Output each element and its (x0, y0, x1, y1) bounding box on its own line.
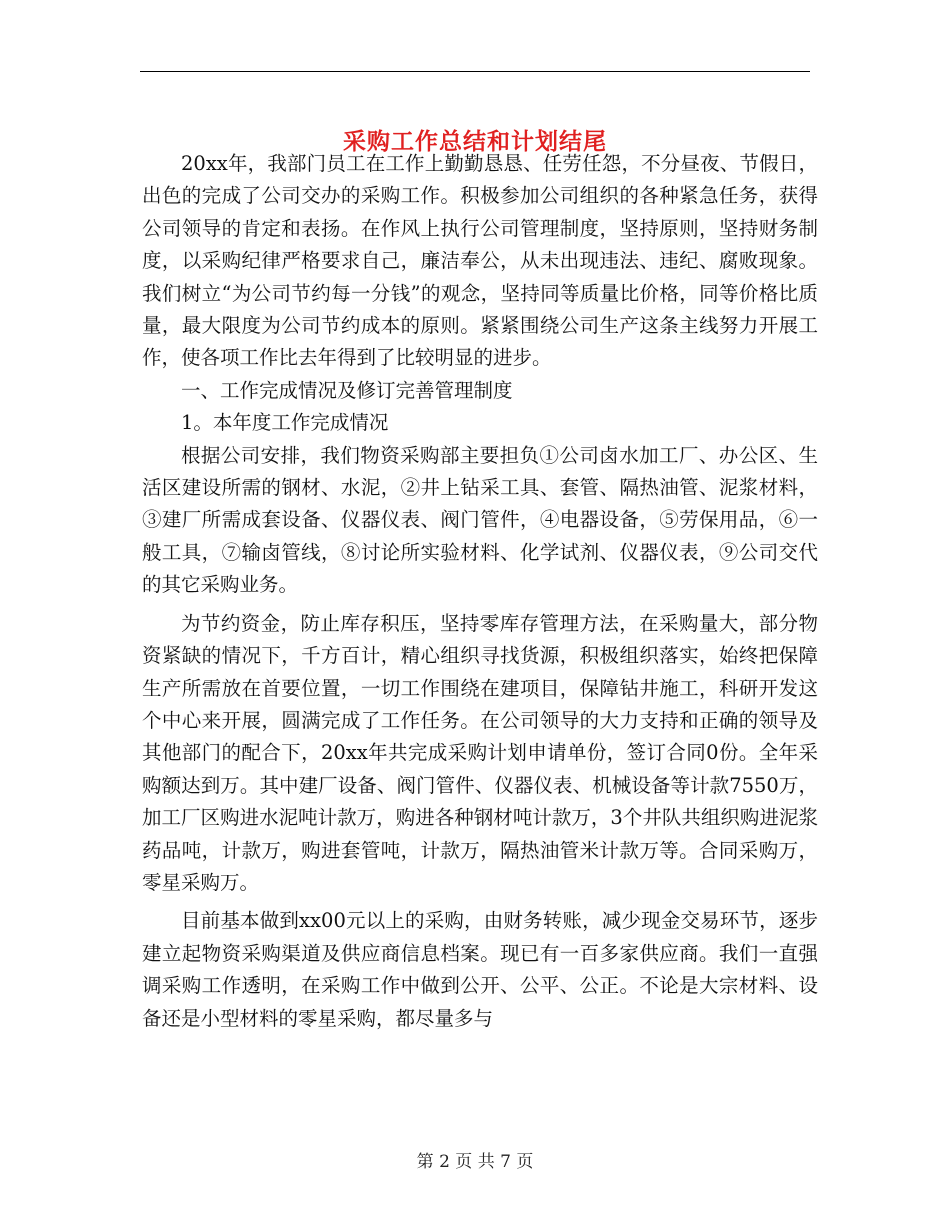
paragraph-supplier-management: 目前基本做到xx00元以上的采购，由财务转账，减少现金交易环节，逐步建立起物资采购渠道及供应商信息档案。现已有一百多家供应商。我们一直强调采购工作透明，在采购工作中做到公开、公平、公正。不论是大宗材料、设备还是小型材料的零星采购，都尽量多与 (142, 909, 818, 1030)
paragraph-responsibilities: 根据公司安排，我们物资采购部主要担负①公司卤水加工厂、办公区、生活区建设所需的钢材、水泥，②井上钻采工具、套管、隔热油管、泥浆材料，③建厂所需成套设备、仪器仪表、阀门管件，④电器设备，⑤劳保用品，⑥一般工具，⑦输卤管线，⑧讨论所实验材料、化学试剂、仪器仪表，⑨公司交代的其它采购业务。 (142, 443, 818, 597)
page-number: 第 2 页 共 7 页 (416, 1152, 534, 1172)
document-title: 采购工作总结和计划结尾 (343, 128, 607, 156)
paragraph-procurement-results: 为节约资金，防止库存积压，坚持零库存管理方法，在采购量大，部分物资紧缺的情况下，千方百计，精心组织寻找货源，积极组织落实，始终把保障生产所需放在首要位置，一切工作围绕在建项目，保障钻井施工，科研开发这个中心来开展，圆满完成了工作任务。在公司领导的大力支持和正确的领导及其他部门的配合下，20xx年共完成采购计划申请单份，签订合同0份。全年采购额达到万。其中建厂设备、阀门管件、仪器仪表、机械设备等计款7550万，加工厂区购进水泥吨计款万，购进各种钢材吨计款万，3个井队共组织购进泥浆药品吨，计款万，购进套管吨，计款万，隔热油管米计款万等。合同采购万，零星采购万。 (142, 611, 818, 894)
paragraph-intro: 20xx年，我部门员工在工作上勤勤恳恳、任劳任怨，不分昼夜、节假日，出色的完成了公司交办的采购工作。积极参加公司组织的各种紧急任务，获得公司领导的肯定和表扬。在作风上执行公司管理制度，坚持原则，坚持财务制度，以采购纪律严格要求自己，廉洁奉公，从未出现违法、违纪、腐败现象。我们树立“为公司节约每一分钱”的观念，坚持同等质量比价格，同等价格比质量，最大限度为公司节约成本的原则。紧紧围绕公司生产这条主线努力开展工作，使各项工作比去年得到了比较明显的进步。 (142, 152, 818, 370)
document-body (142, 148, 818, 1035)
section-heading: 一、工作完成情况及修订完善管理制度 (181, 378, 513, 402)
header-rule (140, 71, 810, 72)
subsection-heading: 1。本年度工作完成情况 (181, 411, 389, 435)
